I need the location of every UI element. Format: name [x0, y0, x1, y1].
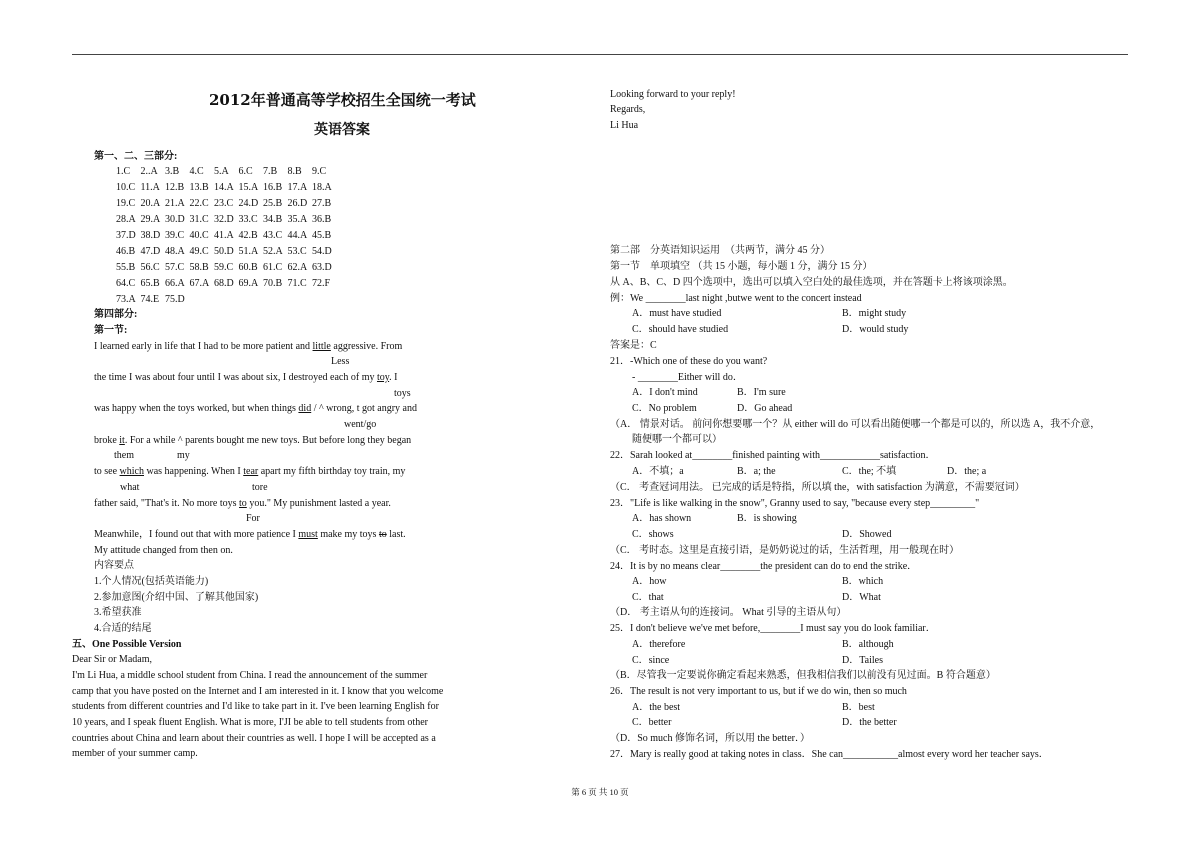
option: D．What — [842, 592, 881, 603]
correction: what — [120, 482, 140, 493]
option: D．Showed — [842, 529, 892, 540]
part2-heading: 第二部 分英语知识运用 （共两节，满分 45 分） — [610, 245, 830, 256]
option: B．which — [842, 576, 884, 587]
example-answer: 答案是：C — [610, 340, 657, 351]
answer-cell: 51.A — [238, 246, 259, 257]
explanation: 随便哪一个都可以） — [632, 434, 722, 445]
option: B．best — [842, 702, 875, 713]
answer-cell: 19.C — [116, 198, 136, 209]
exam-title: 2012年普通高等学校招生全国统一考试 — [209, 91, 476, 109]
correction: them — [114, 450, 134, 461]
answer-cell: 28.A — [116, 214, 136, 225]
answer-cell: 68.D — [214, 278, 234, 289]
section-line: 第一节 单项填空 （共 15 小题，每小题 1 分，满分 15 分） — [610, 261, 873, 272]
answer-cell: 60.B — [238, 262, 258, 273]
answer-cell: 56.C — [140, 262, 160, 273]
answer-cell: 20.A — [140, 198, 161, 209]
answer-cell: 52.A — [263, 246, 283, 257]
option: D．Go ahead — [737, 403, 793, 414]
question-21-b: - ________Either will do． — [632, 372, 743, 383]
passage-line: Meanwhile，I found out that with more patience I must make my toys to last. — [94, 529, 406, 540]
answer-cell: 70.B — [263, 278, 283, 289]
answer-row — [116, 278, 337, 289]
answer-cell: 12.B — [165, 182, 185, 193]
answer-row — [116, 294, 190, 305]
passage-line: I learned early in life that I had to be more patient and little aggressive. From — [94, 341, 403, 352]
option: D．Tailes — [842, 655, 883, 666]
answer-cell: 43.C — [263, 230, 283, 241]
option: B．I'm sure — [737, 387, 786, 398]
answer-cell: 59.C — [214, 262, 234, 273]
answer-cell: 23.C — [214, 198, 234, 209]
passage-line: to see which was happening. When I tear apart my fifth birthday toy train, my — [94, 466, 406, 477]
option: A．has shown — [632, 513, 692, 524]
answer-cell: 24.D — [238, 198, 259, 209]
answer-cell: 30.D — [165, 214, 185, 225]
answer-row — [116, 214, 337, 225]
answer-cell: 18.A — [312, 182, 332, 193]
section4-sub: 第一节: — [94, 325, 128, 336]
answer-cell: 15.A — [238, 182, 259, 193]
answer-cell: 41.A — [214, 230, 234, 241]
correction: Less — [331, 356, 350, 367]
option: A．must have studied — [632, 308, 722, 319]
question-22: 22．Sarah looked at________finished painting with____________satisfaction． — [610, 450, 936, 461]
passage-line: the time I was about four until I was about six, I destroyed each of my toy. I — [94, 372, 398, 383]
answer-cell: 1.C — [116, 166, 131, 177]
answer-cell: 55.B — [116, 262, 136, 273]
option: C．shows — [632, 529, 674, 540]
answer-row — [116, 262, 337, 273]
option: B．a; the — [737, 466, 776, 477]
answer-row — [116, 230, 337, 241]
answer-cell: 34.B — [263, 214, 283, 225]
question-24: 24．It is by no means clear________the president can do to end the strike． — [610, 561, 918, 572]
answer-cell: 63.D — [312, 262, 332, 273]
option: C．should have studied — [632, 324, 729, 335]
option: A．therefore — [632, 639, 686, 650]
answer-cell: 48.A — [165, 246, 185, 257]
answer-row — [116, 246, 337, 257]
header-rule — [72, 54, 1128, 55]
answer-cell: 47.D — [140, 246, 161, 257]
letter-line: students from different countries and I'd like to take part in it. I've been learning English for — [72, 701, 439, 712]
point-item: 4.合适的结尾 — [94, 623, 152, 634]
answer-cell: 54.D — [312, 246, 332, 257]
explanation: （B．尽管我一定要说你确定看起来熟悉，但我相信我们以前没有见过面。B 符合题意） — [610, 670, 996, 681]
answer-cell: 26.D — [287, 198, 308, 209]
option: C．since — [632, 655, 670, 666]
correction: went/go — [344, 419, 377, 430]
answer-cell: 3.B — [165, 166, 180, 177]
closing-line: Regards, — [610, 104, 646, 115]
answer-cell: 44.A — [287, 230, 308, 241]
answer-cell: 69.A — [238, 278, 259, 289]
explanation: （D．So much 修饰名词，所以用 the better．） — [610, 733, 810, 744]
answer-cell: 61.C — [263, 262, 283, 273]
points-heading: 内容要点 — [94, 560, 134, 571]
passage-line: father said, "That's it. No more toys to you." My punishment lasted a year. — [94, 498, 391, 509]
option: A．I don't mind — [632, 387, 698, 398]
answer-cell: 16.B — [263, 182, 283, 193]
correction: tore — [252, 482, 268, 493]
answer-cell: 46.B — [116, 246, 136, 257]
answer-cell: 5.A — [214, 166, 229, 177]
option: D．the; a — [947, 466, 987, 477]
answer-cell: 8.B — [287, 166, 302, 177]
closing-line: Li Hua — [610, 120, 639, 131]
letter-line: I'm Li Hua, a middle school student from China. I read the announcement of the summer — [72, 670, 428, 681]
closing-line: Looking forward to your reply! — [610, 89, 736, 100]
option: B．is showing — [737, 513, 797, 524]
answer-row — [116, 166, 337, 177]
option: B．although — [842, 639, 894, 650]
answer-cell: 22.C — [189, 198, 209, 209]
answer-cell: 4.C — [189, 166, 204, 177]
answer-cell: 75.D — [165, 294, 185, 305]
answer-row — [116, 182, 337, 193]
answer-row — [116, 198, 337, 209]
point-item: 1.个人情况(包括英语能力) — [94, 576, 209, 587]
answer-cell: 11.A — [140, 182, 160, 193]
answer-cell: 67.A — [189, 278, 210, 289]
answer-subtitle: 英语答案 — [314, 122, 370, 138]
answer-cell: 27.B — [312, 198, 332, 209]
example-question: 例：We ________last night ,butwe went to the concert instead — [610, 293, 862, 304]
explanation: （A． 情景对话。 前问你想要哪一个？从 either will do 可以看出随便哪一个都是可以的，所以选 A，我不介意， — [610, 419, 1101, 430]
option: A．how — [632, 576, 667, 587]
answer-cell: 45.B — [312, 230, 332, 241]
question-23: 23．"Life is like walking in the snow", Granny used to say, "because every step_________" — [610, 498, 980, 509]
option: A．the best — [632, 702, 681, 713]
answer-cell: 38.D — [140, 230, 161, 241]
answer-cell: 32.D — [214, 214, 234, 225]
answer-cell: 62.A — [287, 262, 308, 273]
option: C．the; 不填 — [842, 466, 897, 477]
instruction: 从 A、B、C、D 四个选项中，选出可以填入空白处的最佳选项，并在答题卡上将该项涂黑。 — [610, 277, 1013, 288]
letter-line: member of your summer camp. — [72, 748, 198, 759]
answer-cell: 7.B — [263, 166, 278, 177]
option: C．better — [632, 717, 672, 728]
correction: toys — [394, 388, 411, 399]
explanation: （C． 考时态。这里是直接引语，是奶奶说过的话，生活哲理，用一般现在时） — [610, 545, 960, 556]
answer-cell: 49.C — [189, 246, 209, 257]
passage-line: broke it. For a while ^ parents bought me new toys. But before long they began — [94, 435, 412, 446]
answer-cell: 35.A — [287, 214, 308, 225]
correction: my — [177, 450, 190, 461]
correction: For — [246, 513, 260, 524]
answer-cell: 2..A — [140, 166, 158, 177]
answer-cell: 42.B — [238, 230, 258, 241]
answer-cell: 53.C — [287, 246, 307, 257]
answer-cell: 17.A — [287, 182, 308, 193]
option: C．No problem — [632, 403, 697, 414]
point-item: 2.参加意图(介绍中国、了解其他国家) — [94, 592, 259, 603]
answer-cell: 39.C — [165, 230, 185, 241]
answer-cell: 37.D — [116, 230, 136, 241]
answer-cell: 65.B — [140, 278, 160, 289]
question-26: 26．The result is not very important to us, but if we do win, then so much — [610, 686, 907, 697]
option: C．that — [632, 592, 664, 603]
section5-heading: 五、One Possible Version — [72, 639, 182, 650]
question-27: 27．Mary is really good at taking notes in class．She can___________almost every word her teacher says． — [610, 749, 1049, 760]
answer-cell: 10.C — [116, 182, 136, 193]
answer-cell: 14.A — [214, 182, 234, 193]
answer-cell: 25.B — [263, 198, 283, 209]
answer-cell: 13.B — [189, 182, 209, 193]
answer-cell: 6.C — [238, 166, 253, 177]
answer-cell: 58.B — [189, 262, 209, 273]
letter-line: camp that you have posted on the Internet and I am interested in it. I know that you welcome — [72, 686, 444, 697]
answer-cell: 64.C — [116, 278, 136, 289]
explanation: （C． 考查冠词用法。 已完成的话是特指，所以填 the，with satisfaction 为满意，不需要冠词） — [610, 482, 1025, 493]
answer-cell: 33.C — [238, 214, 258, 225]
point-item: 3.希望获准 — [94, 607, 142, 618]
answer-cell: 72.F — [312, 278, 331, 289]
explanation: （D． 考主语从句的连接词。 What 引导的主语从句） — [610, 607, 847, 618]
answer-cell: 66.A — [165, 278, 185, 289]
answer-cell: 21.A — [165, 198, 185, 209]
letter-line: countries about China and learn about their countries as well. I hope I will be accepted as a — [72, 733, 436, 744]
option: B．might study — [842, 308, 907, 319]
option: A．不填；a — [632, 466, 684, 477]
answer-cell: 73.A — [116, 294, 136, 305]
answer-cell: 9.C — [312, 166, 327, 177]
answer-cell: 71.C — [287, 278, 307, 289]
answer-cell: 31.C — [189, 214, 209, 225]
letter-line: Dear Sir or Madam, — [72, 654, 152, 665]
passage-line: was happy when the toys worked, but when things did / ^ wrong, t got angry and — [94, 403, 417, 414]
letter-line: 10 years, and I speak fluent English. What is more, I'JI be able to tell students from other — [72, 717, 428, 728]
passage-line: My attitude changed from then on. — [94, 545, 233, 556]
answer-cell: 50.D — [214, 246, 234, 257]
question-25: 25．I don't believe we've met before,________I must say you do look familiar． — [610, 623, 936, 634]
answer-cell: 36.B — [312, 214, 332, 225]
answer-cell: 40.C — [189, 230, 209, 241]
answer-cell: 57.C — [165, 262, 185, 273]
option: D．the better — [842, 717, 897, 728]
option: D．would study — [842, 324, 909, 335]
section1-heading: 第一、二、三部分: — [94, 151, 178, 162]
answer-cell: 74.E — [140, 294, 160, 305]
question-21: 21．-Which one of these do you want? — [610, 356, 768, 367]
page-footer: 第 6 页 共 10 页 — [571, 787, 629, 797]
section4-heading: 第四部分: — [94, 309, 138, 320]
answer-cell: 29.A — [140, 214, 161, 225]
